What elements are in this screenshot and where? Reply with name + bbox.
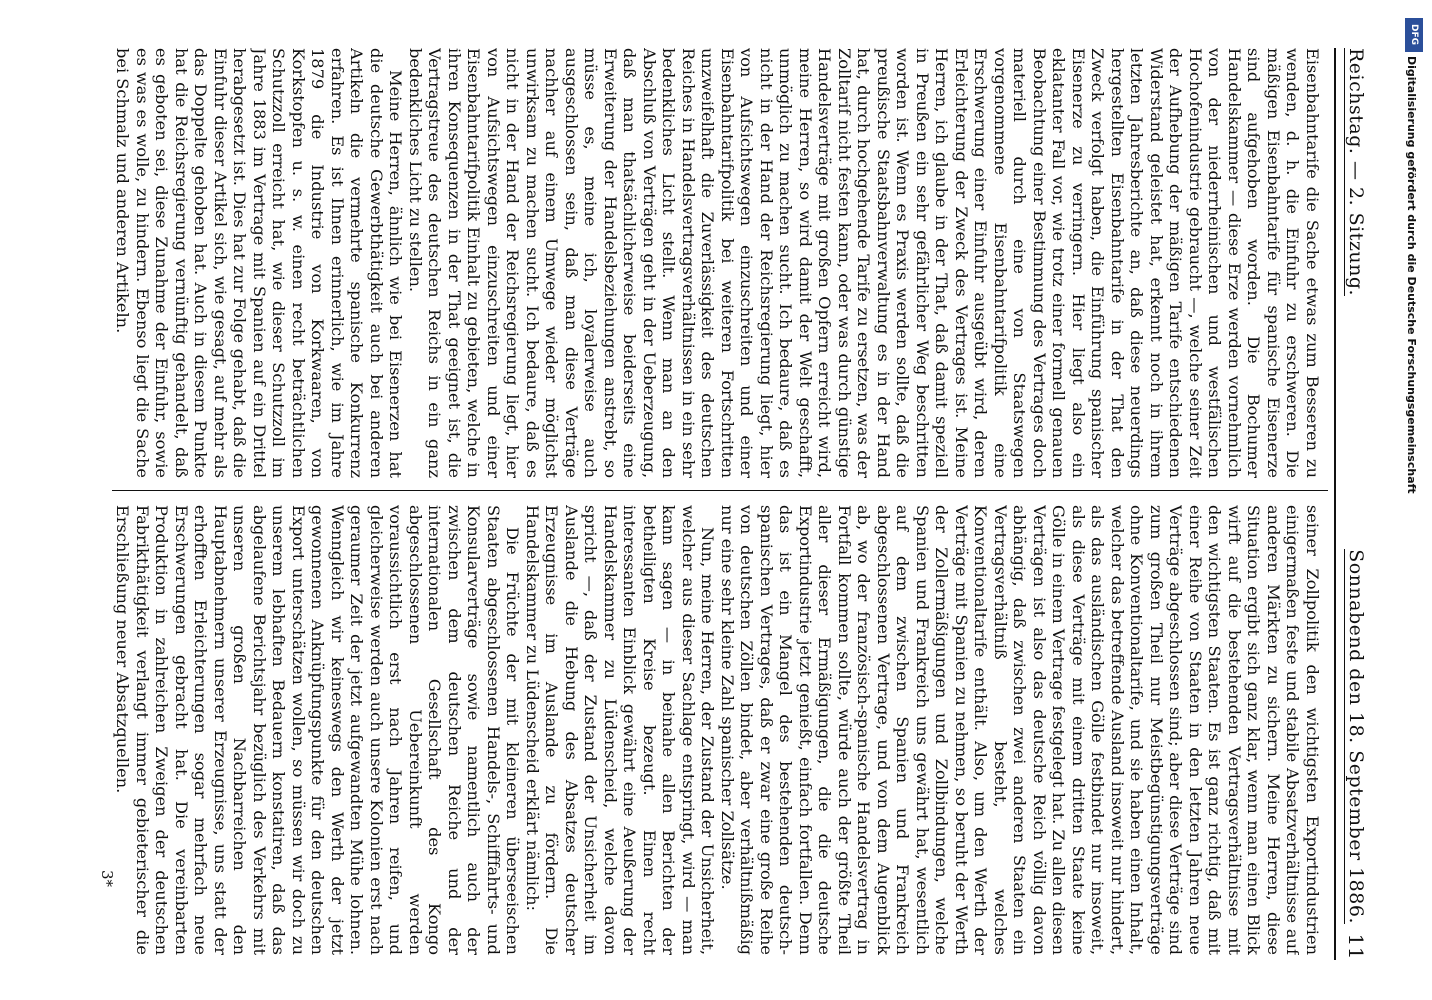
paragraph: Eisenbahntarife die Sache etwas zum Besseren zu wenden, d. h. die Einfuhr zu erschweren. Die mäßigen Eisenbahntarife für spanische Eisenerze sind aufgehoben worden. Die Bochumer Handelskammer — diese Erze werden vornehmlich von der niederrheinischen und westfälischen Hochofenindustrie gebraucht —, welche seiner Zeit der Aufhebung der mäßigen Tarife entschiedenen Widerstand geleistet hat, erkennt noch in ihrem letzten Jahresberichte an, daß diese neuerdings hergestellten Eisenbahntarife in der That den Zweck verfolgt haben, die Einführung spanischer Eisenerze zu verringern. Hier liegt also ein eklatanter Fall vor, wie trotz einer formell genauen Beobachtung einer Bestimmung des Vertrages doch materiell durch eine von Staatswegen vorgenommene Eisenbahntarifpolitik eine Erschwerung einer Einfuhr ausgeübt wird, deren Erleichterung der Zweck des Vertrages ist. Meine Herren, ich glaube in der That, daß damit speziell in Preußen ein sehr gefährlicher Weg beschritten worden ist. Wenn es Praxis werden sollte, daß die preußische Staatsbahnverwaltung es in der Hand hat, durch hochgehende Tarife zu ersetzen, was der Zolltarif nicht festen kann, oder was durch günstige Handelsverträge mit großen Opfern erreicht wird, meine Herren, so wird damit der Welt geschafft, unmöglich zu machen sucht. Ich bedaure, daß es nicht in der Hand der Reichsregierung liegt, hier von Aufsichtswegen einzuschreiten und einer Eisenbahntarifpolitik bei weiteren Fortschritten unzweifelhaft die Zuverlässigkeit des deutschen Reiches in Handelsvertragsverhältnissen in ein sehr bedenkliches Licht stellt. Wenn man an den Abschluß von Verträgen geht in der Ueberzeugung, daß man thatsächlicherweise beiderseits eine Erweiterung der Handelsbeziehungen anstrebt, so müsse es, meine ich, loyalerweise auch ausgeschlossen sein, daß man diese Verträge nachher auf einem Umwege wieder möglichst unwirksam zu machen sucht. Ich bedaure, daß es nicht in der Hand der Reichsregierung liegt, hier von Aufsichtswegen einzuschreiten und einer Eisenbahntarifpolitik Einhalt zu gebieten, welche in ihren Konsequenzen in der That geeignet ist, die Vertragstreue des deutschen Reichs in ein ganz bedenkliches Licht zu stellen. [406, 48, 1322, 478]
left-column [112, 48, 1322, 478]
quoted-paragraph: Die Früchte der mit kleineren überseeischen Staaten abgeschlossenen Handels-, Schifffahrts- und Konsularverträge sowie namentlich auch der zwischen dem deutschen Reiche und der internationalen Gesellschaft des Kongo abgeschlossenen Uebereinkunft werden voraussichtlich erst nach Jahren reifen, und gleicherweise werden auch unsere Kolonien erst nach geraumer Zeit der jetzt aufgewandten Mühe lohnen. Wenngleich wir keineswegs den Werth der jetzt gewonnenen Anknüpfungspunkte für den deutschen Export unterschätzen wollen, so müssen wir doch zu unserem lebhaften Bedauern konstatiren, daß das abgelaufene Berichtsjahr bezüglich des Verkehrs mit unseren großen Nachbarreichen den Hauptabnehmern unserer Erzeugnisse, uns statt der erhofften Erleichterungen sogar mehrfach neue Erschwerungen gebracht hat. Die vereinbarten Produktion in zahlreichen Zweigen der deutschen Fabrikthätigkeit verlangt immer gebieterischer die Erschließung neuer Absatzquellen. [113, 505, 523, 955]
credit-text: Digitalisierung gefördert durch die Deutsche Forschungsgemeinschaft [1405, 56, 1418, 494]
page-header [1340, 48, 1374, 960]
page-number: 11 [1344, 933, 1368, 960]
sheet-signature: 3* [98, 870, 116, 888]
header-session: Reichstag. — 2. Sitzung. [1345, 48, 1367, 297]
paragraph [112, 505, 113, 955]
paragraph: Meine Herren, ähnlich wie bei Eisenerzen hat die deutsche Gewerbthätigkeit auch bei anderen Artikeln die vermehrte spanische Konkurrenz erfahren. Es ist Ihnen erinnerlich, wie im Jahre 1879 die Industrie von Korkwaaren, von Korkstopfen u. s. w. einen recht beträchtlichen Schutzzoll erreicht hat, wie dieser Schutzzoll im Jahre 1883 im Vertrage mit Spanien auf ein Drittel herabgesetzt ist. Dies hat zur Folge gehabt, daß die Einfuhr dieser Artikel sich, wie gesagt, auf mehr als das Doppelte gehoben hat. Auch in diesem Punkte hat die Reichsregierung vernünftig gehandelt, daß es geboten sei, diese Zunahme der Einfuhr, sowie es was es wolle, zu hindern. Ebenso liegt die Sache bei Schmalz und anderen Artikeln. [113, 48, 406, 478]
paragraph: seiner Zollpolitik den wichtigsten Exportindustrien einigermaßen feste und stabile Absatzverhältnisse auf anderen Märkten zu sichern. Meine Herren, diese Situation ergibt sich ganz klar, wenn man einen Blick wirft auf die bestehenden Vertragsverhältnisse mit den wichtigsten Staaten. Es ist ganz richtig, daß mit einer Reihe von Staaten in den letzten Jahren neue Verträge abgeschlossen sind; aber diese Verträge sind zum großen Theil nur Meistbegünstigungsverträge ohne Konventionaltarife, und sie haben einen Inhalt, welcher das betreffende Ausland insoweit nur hindert, als das ausländischen Gölle festbindet nur insoweit, als diese Verträge mit einem dritten Staate keine Gölle in einem Vertrage festgelegt hat. Zu allen diesen Verträgen ist also das deutsche Reich völlig davon abhängig, daß zwischen zwei anderen Staaten ein Vertragsverhältniß besteht, welches Konventionaltarife enthält. Also, um den Werth der Verträge mit Spanien zu nehmen, so beruht der Werth der Zollermäßigungen und Zollbindungen, welche Spanien und Frankreich uns gewährt hat, wesentlich auf dem zwischen Spanien und Frankreich abgeschlossenen Vertrage, und von dem Augenblick ab, wo der französisch-spanische Handelsvertrag in Fortfall kommen sollte, würde auch der größte Theil aller dieser Ermäßigungen, die die deutsche Exportindustrie jetzt genießt, einfach fortfallen. Denn das ist ein Mangel des bestehenden deutsch-spanischen Vertrages, daß er zwar eine große Reihe von deutschen Zöllen bindet, aber verhältnißmäßig nur eine sehr kleine Zahl spanischer Zollsätze. [718, 505, 1322, 955]
paragraph: Nun, meine Herren, der Zustand der Unsicherheit, welcher aus dieser Sachlage entspringt, wird — man kann sagen — in beinahe allen Berichten der betheiligten Kreise bezeugt. Einen recht interessanten Einblick gewährt eine Aeußerung der Handelskammer zu Lüdenscheid, welche davon spricht —, daß der Zustand der Unsicherheit im Auslande die Hebung des Absatzes deutscher Erzeugnisse im Auslande zu fördern. Die Handelskammer zu Lüdenscheid erklärt nämlich: [523, 505, 718, 955]
paragraph [112, 48, 113, 478]
header-date: Sonnabend den 18. September 1886. [1345, 549, 1367, 924]
header-rule [1334, 48, 1336, 960]
right-column [112, 505, 1322, 955]
dfg-logo-icon: DFG [1405, 18, 1423, 52]
digitization-credit [1403, 10, 1425, 990]
column-divider [112, 490, 1328, 491]
